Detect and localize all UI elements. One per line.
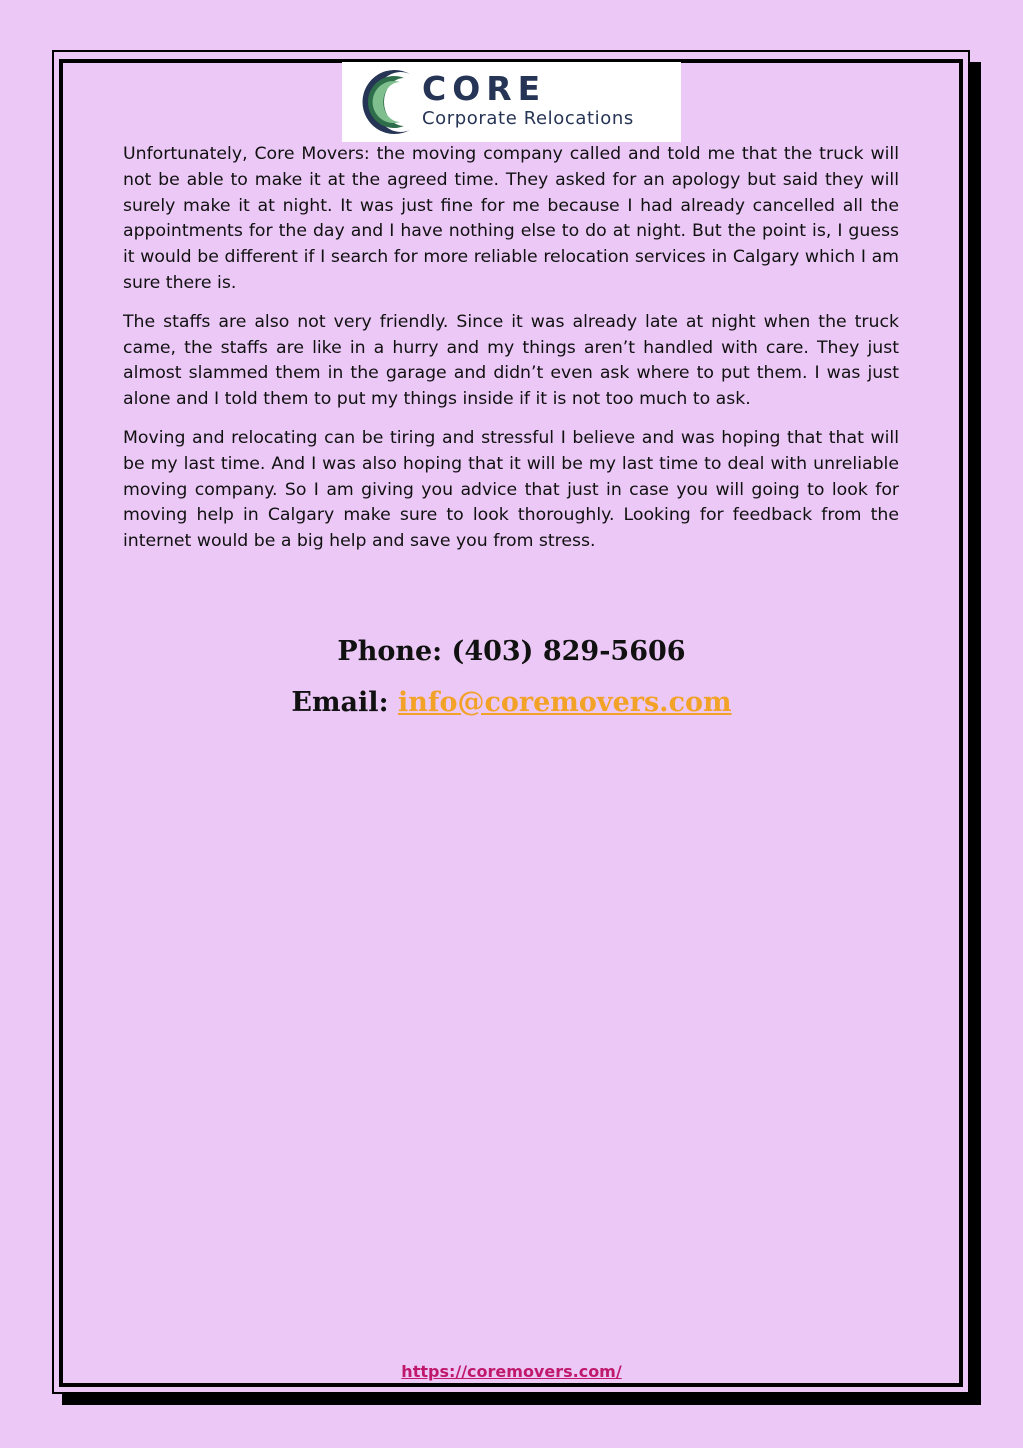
email-label: Email: [291,687,398,718]
paragraph-2: The staffs are also not very friendly. Since it was already late at night when the truck came, the staffs are like in a hurry and my things aren’t handled with care. They just almost slammed them in the garage and didn’t even ask where to put them. I was just alone and I told them to put my things inside if it is not too much to ask. [123,311,899,410]
company-logo [342,62,681,142]
contact-phone: Phone: (403) 829-5606 [337,636,686,667]
logo-tagline: Corporate Relocations [422,108,634,129]
contact-email [0,687,1023,718]
crescent-c-logo-icon [346,66,418,138]
logo-wordmark: CORE [422,69,547,108]
email-link[interactable]: info@coremovers.com [397,687,732,718]
footer-website-link[interactable]: https://coremovers.com/ [401,1362,622,1381]
paragraph-3: Moving and relocating can be tiring and stressful I believe and was hoping that that will be my last time. And I was also hoping that it will be my last time to deal with unreliable moving company. So I am giving you advice that just in case you will going to look for moving help in Calgary make sure to look thoroughly. Looking for feedback from the internet would be a big help and save you from stress. [123,427,899,552]
paragraph-1: Unfortunately, Core Movers: the moving company called and told me that the truck will not be able to make it at the agreed time. They asked for an apology but said they will surely make it at night. It was just fine for me because I had already cancelled all the appointments for the day and I have nothing else to do at night. But the point is, I guess it would be different if I search for more reliable relocation services in Calgary which I am sure there is. [123,144,899,293]
article-body [123,142,899,568]
